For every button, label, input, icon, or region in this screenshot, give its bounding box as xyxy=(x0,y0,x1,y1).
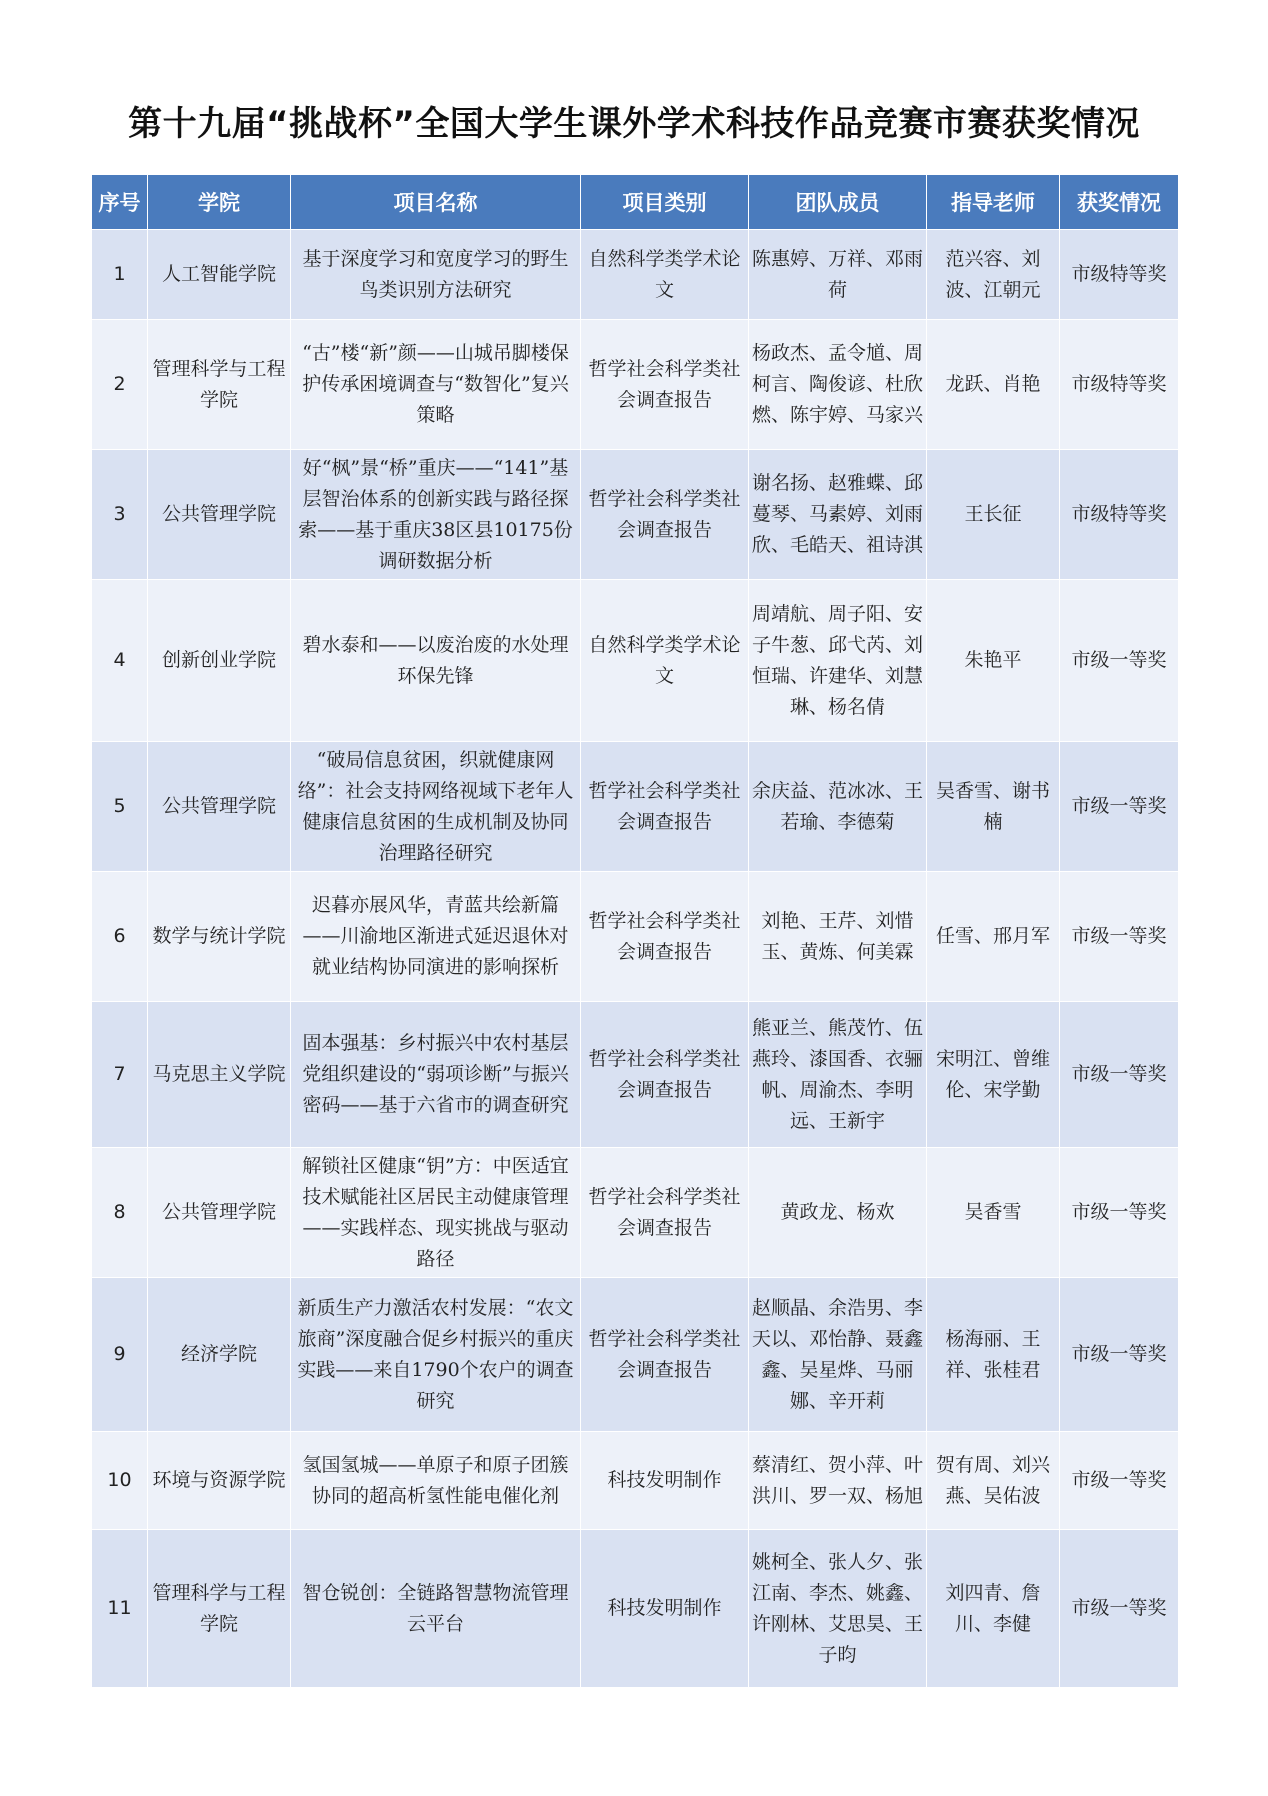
header-members: 团队成员 xyxy=(749,175,927,230)
cell-category: 哲学社会科学类社会调查报告 xyxy=(581,872,749,1002)
cell-advisors: 刘四青、詹川、李健 xyxy=(927,1530,1060,1688)
cell-project: 固本强基：乡村振兴中农村基层党组织建设的“弱项诊断”与振兴密码——基于六省市的调查研究 xyxy=(291,1002,581,1148)
cell-project: 解锁社区健康“钥”方：中医适宜技术赋能社区居民主动健康管理——实践样态、现实挑战与驱动路径 xyxy=(291,1148,581,1278)
cell-award: 市级一等奖 xyxy=(1060,1002,1179,1148)
table-row xyxy=(92,1432,1179,1530)
cell-college: 公共管理学院 xyxy=(148,450,291,580)
header-no: 序号 xyxy=(92,175,148,230)
cell-project: 基于深度学习和宽度学习的野生鸟类识别方法研究 xyxy=(291,230,581,320)
cell-project: 氢国氢城——单原子和原子团簇协同的超高析氢性能电催化剂 xyxy=(291,1432,581,1530)
cell-college: 经济学院 xyxy=(148,1278,291,1432)
cell-college: 管理科学与工程学院 xyxy=(148,1530,291,1688)
cell-members: 刘艳、王芹、刘惜玉、黄炼、何美霖 xyxy=(749,872,927,1002)
header-college: 学院 xyxy=(148,175,291,230)
cell-award: 市级一等奖 xyxy=(1060,872,1179,1002)
cell-project: “破局信息贫困，织就健康网络”：社会支持网络视域下老年人健康信息贫困的生成机制及协同治理路径研究 xyxy=(291,742,581,872)
cell-category: 哲学社会科学类社会调查报告 xyxy=(581,1148,749,1278)
cell-award: 市级一等奖 xyxy=(1060,1148,1179,1278)
cell-advisors: 龙跃、肖艳 xyxy=(927,320,1060,450)
cell-award: 市级特等奖 xyxy=(1060,230,1179,320)
cell-project: 好“枫”景“桥”重庆——“141”基层智治体系的创新实践与路径探索——基于重庆38区县10175份调研数据分析 xyxy=(291,450,581,580)
cell-college: 环境与资源学院 xyxy=(148,1432,291,1530)
cell-no: 11 xyxy=(92,1530,148,1688)
cell-project: 迟暮亦展风华，青蓝共绘新篇——川渝地区渐进式延迟退休对就业结构协同演进的影响探析 xyxy=(291,872,581,1002)
cell-award: 市级一等奖 xyxy=(1060,742,1179,872)
cell-category: 哲学社会科学类社会调查报告 xyxy=(581,320,749,450)
cell-college: 人工智能学院 xyxy=(148,230,291,320)
table-row xyxy=(92,1278,1179,1432)
awards-table xyxy=(91,174,1179,1688)
header-advisors: 指导老师 xyxy=(927,175,1060,230)
cell-members: 周靖航、周子阳、安子牛葱、邱弋芮、刘恒瑞、许建华、刘慧琳、杨名倩 xyxy=(749,580,927,742)
cell-members: 杨政杰、孟令馗、周柯言、陶俊谚、杜欣燃、陈宇婷、马家兴 xyxy=(749,320,927,450)
cell-college: 数学与统计学院 xyxy=(148,872,291,1002)
cell-no: 3 xyxy=(92,450,148,580)
cell-category: 哲学社会科学类社会调查报告 xyxy=(581,742,749,872)
cell-no: 10 xyxy=(92,1432,148,1530)
cell-advisors: 任雪、邢月军 xyxy=(927,872,1060,1002)
cell-members: 余庆益、范冰冰、王若瑜、李德菊 xyxy=(749,742,927,872)
table-row xyxy=(92,1530,1179,1688)
cell-project: 智仓锐创：全链路智慧物流管理云平台 xyxy=(291,1530,581,1688)
header-row xyxy=(92,175,1179,230)
table-row xyxy=(92,580,1179,742)
cell-category: 自然科学类学术论文 xyxy=(581,580,749,742)
cell-project: “古”楼“新”颜——山城吊脚楼保护传承困境调查与“数智化”复兴策略 xyxy=(291,320,581,450)
cell-members: 姚柯全、张人夕、张江南、李杰、姚鑫、许刚林、艾思昊、王子昀 xyxy=(749,1530,927,1688)
cell-advisors: 王长征 xyxy=(927,450,1060,580)
table-row xyxy=(92,1148,1179,1278)
cell-college: 管理科学与工程学院 xyxy=(148,320,291,450)
cell-members: 熊亚兰、熊茂竹、伍燕玲、漆国香、衣骊帆、周渝杰、李明远、王新宇 xyxy=(749,1002,927,1148)
cell-members: 赵顺晶、余浩男、李天以、邓怡静、聂鑫鑫、吴星烨、马丽娜、辛开莉 xyxy=(749,1278,927,1432)
cell-award: 市级特等奖 xyxy=(1060,450,1179,580)
table-row xyxy=(92,742,1179,872)
cell-advisors: 宋明江、曾维伦、宋学勤 xyxy=(927,1002,1060,1148)
cell-no: 6 xyxy=(92,872,148,1002)
header-category: 项目类别 xyxy=(581,175,749,230)
cell-college: 创新创业学院 xyxy=(148,580,291,742)
cell-project: 碧水泰和——以废治废的水处理环保先锋 xyxy=(291,580,581,742)
cell-members: 黄政龙、杨欢 xyxy=(749,1148,927,1278)
cell-advisors: 范兴容、刘波、江朝元 xyxy=(927,230,1060,320)
cell-no: 5 xyxy=(92,742,148,872)
header-project: 项目名称 xyxy=(291,175,581,230)
cell-no: 8 xyxy=(92,1148,148,1278)
table-row xyxy=(92,320,1179,450)
cell-no: 7 xyxy=(92,1002,148,1148)
cell-advisors: 朱艳平 xyxy=(927,580,1060,742)
cell-members: 谢名扬、赵雅蝶、邱蔓琴、马素婷、刘雨欣、毛皓天、祖诗淇 xyxy=(749,450,927,580)
cell-college: 公共管理学院 xyxy=(148,1148,291,1278)
cell-category: 科技发明制作 xyxy=(581,1432,749,1530)
table-row xyxy=(92,450,1179,580)
cell-no: 9 xyxy=(92,1278,148,1432)
cell-category: 哲学社会科学类社会调查报告 xyxy=(581,450,749,580)
cell-category: 自然科学类学术论文 xyxy=(581,230,749,320)
cell-advisors: 贺有周、刘兴燕、吴佑波 xyxy=(927,1432,1060,1530)
cell-award: 市级一等奖 xyxy=(1060,1530,1179,1688)
header-award: 获奖情况 xyxy=(1060,175,1179,230)
cell-no: 4 xyxy=(92,580,148,742)
table-row xyxy=(92,230,1179,320)
cell-college: 马克思主义学院 xyxy=(148,1002,291,1148)
cell-advisors: 吴香雪、谢书楠 xyxy=(927,742,1060,872)
cell-award: 市级特等奖 xyxy=(1060,320,1179,450)
cell-project: 新质生产力激活农村发展：“农文旅商”深度融合促乡村振兴的重庆实践——来自1790个农户的调查研究 xyxy=(291,1278,581,1432)
cell-category: 科技发明制作 xyxy=(581,1530,749,1688)
page-title: 第十九届“挑战杯”全国大学生课外学术科技作品竞赛市赛获奖情况 xyxy=(128,104,1140,144)
cell-members: 陈惠婷、万祥、邓雨荷 xyxy=(749,230,927,320)
cell-no: 1 xyxy=(92,230,148,320)
cell-members: 蔡清红、贺小萍、叶洪川、罗一双、杨旭 xyxy=(749,1432,927,1530)
cell-award: 市级一等奖 xyxy=(1060,1278,1179,1432)
cell-advisors: 杨海丽、王祥、张桂君 xyxy=(927,1278,1060,1432)
cell-category: 哲学社会科学类社会调查报告 xyxy=(581,1278,749,1432)
cell-award: 市级一等奖 xyxy=(1060,1432,1179,1530)
cell-no: 2 xyxy=(92,320,148,450)
table-row xyxy=(92,1002,1179,1148)
cell-college: 公共管理学院 xyxy=(148,742,291,872)
table-row xyxy=(92,872,1179,1002)
cell-advisors: 吴香雪 xyxy=(927,1148,1060,1278)
cell-category: 哲学社会科学类社会调查报告 xyxy=(581,1002,749,1148)
cell-award: 市级一等奖 xyxy=(1060,580,1179,742)
